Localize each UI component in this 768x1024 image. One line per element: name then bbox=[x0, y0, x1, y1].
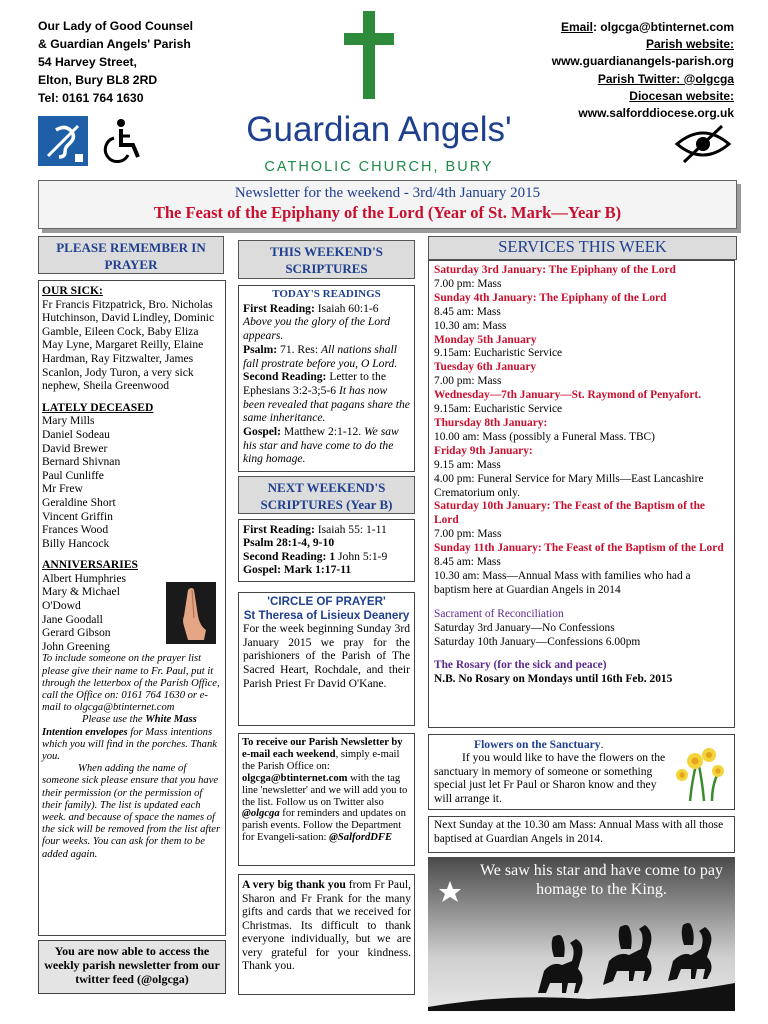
permission-note: When adding the name of someone sick please ensure that you have their permission (or the permission of their family). The list is updated each week. and because of space the names of the sick will be removed from the list after four weeks. You can ask for them to be added again. bbox=[42, 763, 221, 860]
receive-text: , simply e-mail the Parish Office on: bbox=[242, 748, 400, 772]
newsletter-banner bbox=[38, 180, 737, 229]
anniversary-item: Jane Goodall bbox=[42, 612, 103, 626]
thank-you-panel bbox=[238, 874, 415, 995]
prayer-list-note: To include someone on the prayer list please give their name to Fr. Paul, put it through the letterbox of the Parish Office, call the Office on: 0161 764 1630 or e-mail to olgcga@btinternet.com bbox=[42, 653, 220, 714]
deceased-item: Geraldine Short bbox=[42, 495, 116, 509]
email-link[interactable]: : olgcga@btinternet.com bbox=[592, 20, 734, 34]
scriptures-heading: THIS WEEKEND'S SCRIPTURES bbox=[238, 240, 415, 279]
parish-address bbox=[38, 17, 278, 107]
mass-intention-note bbox=[42, 714, 222, 763]
diocesan-link[interactable]: www.salforddiocese.org.uk bbox=[578, 106, 734, 121]
twitter-label[interactable]: Parish Twitter: @olgcga bbox=[597, 71, 734, 86]
receive-text: for reminders and updates on parish events. Follow the Department for Evangeli-sation: bbox=[242, 808, 406, 844]
service-day: Tuesday 6th January bbox=[434, 361, 537, 374]
service-time: 7.00 pm: Mass bbox=[434, 277, 502, 290]
service-day: Saturday 3rd January: The Epiphany of the Lord bbox=[434, 264, 676, 276]
reading-label: Second Reading: bbox=[243, 370, 327, 384]
deceased-item: David Brewer bbox=[42, 441, 108, 455]
thanks-title: A very big thank you bbox=[242, 878, 346, 891]
circle-title: 'CIRCLE OF PRAYER' bbox=[267, 595, 386, 608]
deceased-item: Bernard Shivnan bbox=[42, 455, 121, 469]
psalm-label: Psalm: bbox=[243, 342, 278, 356]
next-readings-panel bbox=[238, 519, 415, 582]
nativity-caption: We saw his star and have come to pay homage to the King. bbox=[479, 862, 724, 898]
flowers-title: Flowers on the Sanctuary bbox=[474, 738, 601, 751]
circle-of-prayer-panel bbox=[238, 592, 415, 726]
nativity-image bbox=[428, 857, 735, 1011]
service-time: 10.30 am: Mass—Annual Mass with families who had a baptism here at Guardian Angels in 2014 bbox=[434, 569, 691, 596]
service-time: 9.15am: Eucharistic Service bbox=[434, 347, 563, 360]
gospel-ref: Gospel: Mark 1:17-11 bbox=[243, 563, 352, 577]
reading-ref: Isaiah 55: 1-11 bbox=[314, 523, 387, 536]
hearing-loop-icon bbox=[38, 116, 88, 166]
circle-deanery: St Theresa of Lisieux Deanery bbox=[243, 608, 410, 622]
email-label: Email bbox=[560, 20, 593, 34]
deceased-item: Mr Frew bbox=[42, 482, 83, 496]
receive-text: with the tag line 'newsletter' and we will add you to the list. Follow us on Twitter also bbox=[242, 772, 408, 808]
wheelchair-icon bbox=[97, 116, 147, 166]
anniversary-item: Albert Humphries bbox=[42, 571, 127, 585]
cross-icon bbox=[344, 11, 394, 99]
website-label: Parish website bbox=[645, 37, 730, 52]
visual-impairment-icon bbox=[674, 122, 732, 166]
flowers-title-dot: . bbox=[600, 738, 604, 751]
anniversary-item: John Greening bbox=[42, 639, 110, 653]
deceased-item: Mary Mills bbox=[42, 414, 95, 428]
address-line: Elton, Bury BL8 2RD bbox=[38, 73, 158, 87]
service-time: 9.15am: Eucharistic Service bbox=[434, 403, 563, 416]
daffodils-icon bbox=[670, 741, 726, 803]
logo-title: Guardian Angels' bbox=[246, 110, 512, 149]
banner-feast: The Feast of the Epiphany of the Lord (Year of St. Mark—Year B) bbox=[153, 203, 622, 222]
prayer-heading: PLEASE REMEMBER IN PRAYER bbox=[38, 236, 224, 274]
email-newsletter-panel bbox=[238, 733, 415, 866]
services-list bbox=[434, 264, 729, 598]
deceased-item: Paul Cunliffe bbox=[42, 468, 104, 482]
psalm-ref: Psalm 28:1-4, 9-10 bbox=[243, 536, 335, 550]
twitter-handle[interactable]: @olgcga bbox=[242, 808, 280, 820]
address-line: & Guardian Angels' Parish bbox=[38, 37, 191, 51]
gospel-ref: Matthew 2:1-12. bbox=[281, 425, 365, 439]
reading-label: First Reading: bbox=[243, 301, 315, 315]
service-time: 8.45 am: Mass bbox=[434, 556, 501, 569]
receive-title: To receive our Parish Newsletter by e-mail each weekend bbox=[242, 737, 403, 760]
magi-silhouette-icon bbox=[428, 857, 735, 1011]
reading-ref: Letter to the Ephesians 3:2-3;5-6 bbox=[243, 370, 386, 397]
next-scriptures-heading: NEXT WEEKEND'S SCRIPTURES (Year B) bbox=[238, 476, 415, 514]
note-text: Please use the bbox=[82, 714, 146, 726]
anniversary-item: Mary & Michael bbox=[42, 585, 120, 599]
rosary-note: N.B. No Rosary on Mondays until 16th Feb. 2015 bbox=[434, 673, 673, 686]
diocesan-label: Diocesan website bbox=[629, 88, 730, 103]
reading-ref: Isaiah 60:1-6 bbox=[314, 301, 379, 315]
service-time: 7.00 pm: Mass bbox=[434, 375, 502, 388]
next-sunday-panel: Next Sunday at the 10.30 am Mass: Annual Mass with all those baptised at Guardian Angels in 2014. bbox=[428, 816, 735, 853]
service-time: 8.45 am: Mass bbox=[434, 305, 501, 318]
gospel-label: Gospel: bbox=[243, 425, 282, 439]
deceased-item: Daniel Sodeau bbox=[42, 427, 110, 441]
twitter-newsletter-note: You are now able to access the weekly parish newsletter from our twitter feed (@olgcga) bbox=[38, 940, 226, 994]
sick-list: Fr Francis Fitzpatrick, Bro. Nicholas Hutchinson, David Lindley, Dominic Gamble, Eileen Cock, Baby Eliza May Lyne, Margaret Reilly, Elaine Hardman, Ray Fitzwalter, James Scanlon, Jody Turon, a very sick nephew, Sheila Greenwood bbox=[42, 297, 215, 393]
readings-title: TODAY'S READINGS bbox=[272, 288, 381, 300]
anniversary-item: O'Dowd bbox=[42, 599, 81, 613]
service-time: 10.00 am: Mass (possibly a Funeral Mass. TBC) bbox=[434, 430, 655, 443]
deceased-item: Frances Wood bbox=[42, 523, 109, 537]
note-emphasis: White Mass Intention envelopes bbox=[42, 714, 197, 738]
receive-email-link[interactable]: olgcga@btinternet.com bbox=[242, 772, 348, 784]
flowers-text: If you would like to have the flowers on the sanctuary in memory of someone or something special just let Fr Paul or Sharon know and they will arrange it. bbox=[434, 751, 666, 805]
reading-label: Second Reading: 1 bbox=[243, 549, 336, 563]
deceased-item: Billy Hancock bbox=[42, 536, 110, 550]
logo-subtitle: CATHOLIC CHURCH, BURY bbox=[264, 159, 494, 175]
service-day: Sunday 11th January: The Feast of the Baptism of the Lord bbox=[434, 542, 724, 555]
reconciliation-title: Sacrament of Reconciliation bbox=[434, 607, 564, 620]
banner-date: Newsletter for the weekend - 3rd/4th January 2015 bbox=[234, 185, 541, 201]
anniversary-item: Gerard Gibson bbox=[42, 626, 111, 640]
service-day: Wednesday—7th January—St. Raymond of Penyafort. bbox=[434, 389, 702, 402]
praying-hands-icon bbox=[166, 582, 216, 644]
contact-block: Email: olgcga@btinternet.com Parish website: www.guardianangels-parish.org Parish Twitter: @olgcga Diocesan website: www.salforddiocese.org.uk bbox=[474, 19, 734, 122]
services-heading: SERVICES THIS WEEK bbox=[428, 236, 737, 260]
deceased-item: Vincent Griffin bbox=[42, 509, 113, 523]
psalm-ref: 71. Res: bbox=[277, 342, 321, 356]
flowers-panel bbox=[428, 734, 735, 810]
rosary-title: The Rosary (for the sick and peace) bbox=[434, 659, 607, 672]
service-day: Thursday 8th January: bbox=[434, 416, 548, 429]
service-time: 10.30 am: Mass bbox=[434, 319, 507, 332]
service-day: Sunday 4th January: The Epiphany of the Lord bbox=[434, 291, 667, 304]
dept-handle[interactable]: @SalfordDFE bbox=[329, 832, 393, 844]
service-day: Friday 9th January: bbox=[434, 444, 533, 457]
reconciliation-item: Saturday 3rd January—No Confessions bbox=[434, 621, 615, 634]
note-text: for Mass intentions which you will find in the porches. Thank you. bbox=[42, 726, 217, 763]
circle-text: For the week beginning Sunday 3rd January 2015 we pray for the parishioners of the Parish of The Sacred Heart, Rochdale, and their Parish Priest Fr David O'Kane. bbox=[243, 622, 410, 690]
service-time: 7.00 pm: Mass bbox=[434, 528, 502, 541]
service-day: Saturday 10th January: The Feast of the Baptism of the Lord bbox=[434, 500, 705, 527]
gospel-text: We saw his star and have come to do the king homage. bbox=[243, 425, 399, 466]
reading-label: First Reading: bbox=[243, 523, 315, 536]
address-line: Our Lady of Good Counsel bbox=[38, 19, 194, 33]
prayer-list-panel bbox=[38, 280, 226, 936]
reading-text: Above you the glory of the Lord appears. bbox=[243, 315, 391, 343]
reading-text: It has now been revealed that pagans share the same inheritance. bbox=[243, 383, 410, 425]
sick-title: OUR SICK: bbox=[42, 284, 103, 297]
psalm-text: All nations shall fall prostrate before you, O Lord. bbox=[243, 342, 398, 370]
services-panel bbox=[428, 260, 735, 728]
reconciliation-item: Saturday 10th January—Confessions 6.00pm bbox=[434, 635, 641, 648]
address-line: 54 Harvey Street, bbox=[38, 55, 137, 69]
service-day: Monday 5th January bbox=[434, 333, 537, 346]
anniversaries-title: ANNIVERSARIES bbox=[42, 558, 138, 572]
address-line: Tel: 0161 764 1630 bbox=[38, 91, 144, 105]
todays-readings-panel bbox=[238, 285, 415, 472]
service-time: 4.00 pm: Funeral Service for Mary Mills—East Lancashire Crematorium only. bbox=[434, 472, 704, 499]
thanks-text: from Fr Paul, Sharon and Fr Frank for the many gifts and cards that we received for Christmas. Its difficult to thank everyone individually, but we are very grateful for your kindness. Thank you. bbox=[242, 878, 411, 972]
reading-ref: John 5:1-9 bbox=[335, 549, 388, 563]
deceased-title: LATELY DECEASED bbox=[42, 400, 154, 414]
service-time: 9.15 am: Mass bbox=[434, 458, 501, 471]
website-link[interactable]: www.guardianangels-parish.org bbox=[551, 54, 734, 69]
